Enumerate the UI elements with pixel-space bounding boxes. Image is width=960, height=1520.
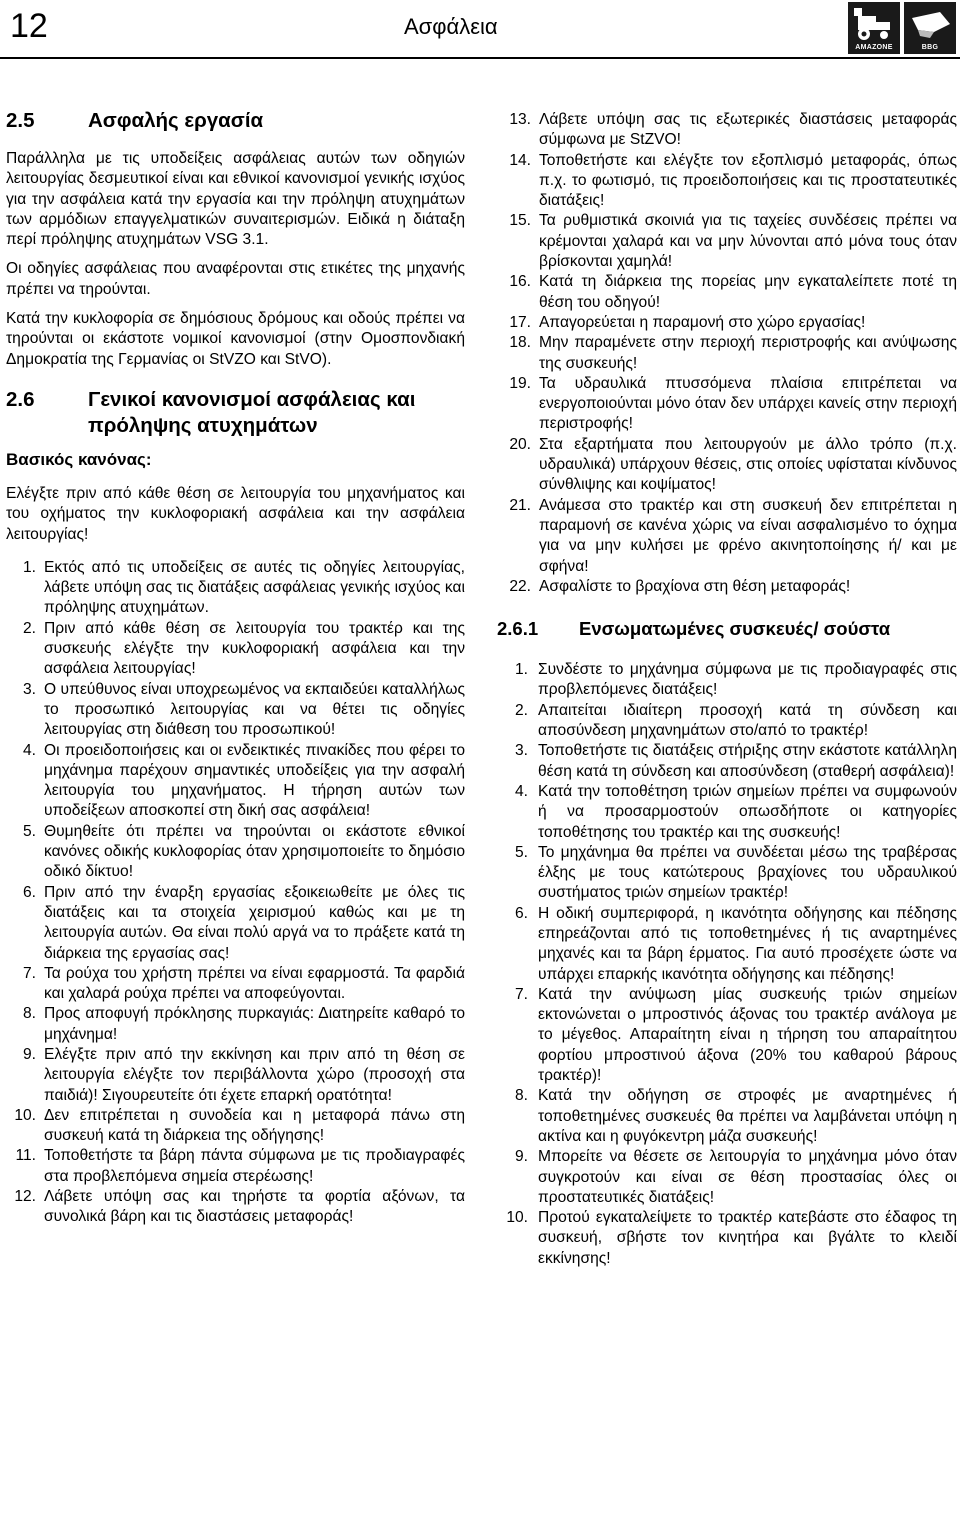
bbg-logo-text: BBG (921, 44, 939, 51)
mounted-devices-list (497, 660, 957, 1269)
list-item: 8. Κατά την οδήγηση σε στροφές με αναρτημένες ή τοποθετημένες συσκευές θα πρέπει να λαμβάνεται υπόψη η ακτίνα και η φυγόκεντρη μάζα συσκευής! (514, 1087, 957, 1145)
section-title: Ασφαλής εργασία (88, 109, 264, 132)
list-item: 12. Λάβετε υπόψη σας και τηρήστε τα φορτία αξόνων, τα συνολικά βάρη και τις διαστάσεις μεταφοράς! (14, 1188, 465, 1226)
section-title-line: πρόληψης ατυχημάτων (88, 413, 318, 437)
list-item: 3. Τοποθετήστε τις διατάξεις στήριξης στην εκάστοτε κατάλληλη θέση κατά τη σύνδεση και αποσύνδεση (σταθερή ασφάλεια)! (514, 742, 957, 780)
right-column (497, 110, 957, 1269)
list-item: 5. Το μηχάνημα θα πρέπει να συνδέεται μέσω της τραβέρσας έλξης με τους κατώτερους βραχίονες του υδραυλικού συστήματος τριών σημείων τρακτέρ! (514, 843, 957, 902)
section-2-6-heading (6, 387, 465, 439)
list-item: 3. Ο υπεύθυνος είναι υποχρεωμένος να εκπαιδεύει καταλλήλως το προσωπικό λειτουργίας και να θέτει τις οδηγίες λειτουργίας στη διάθεση του προσωπικού! (22, 680, 465, 739)
list-item: 13. Λάβετε υπόψη σας τις εξωτερικές διαστάσεις μεταφοράς σύμφωνα με StZVO! (509, 111, 957, 149)
list-item: 9. Ελέγξτε πριν από την εκκίνηση και πριν από τη θέση σε λειτουργία ελέγξτε τον περιβάλλοντα χώρο (προσοχή στα παιδιά)! Σιγουρευτείτε ότι έχετε επαρκή ορατότητα! (22, 1045, 465, 1104)
list-item: 20. Στα εξαρτήματα που λειτουργούν με άλλο τρόπο (π.χ. υδραυλικά) υπάρχουν θέσεις, στις οποίες υφίσταται κίνδυνος σύνθλιψης και κοψίματος! (509, 435, 957, 494)
list-item: 4. Κατά την τοποθέτηση τριών σημείων πρέπει να συμφωνούν ή να προσαρμοστούν οπωσδήποτε οι κατηγορίες τοποθέτησης του τρακτέρ και της συσκευής! (514, 782, 957, 841)
list-item: 10. Προτού εγκαταλείψετε το τρακτέρ κατεβάστε στο έδαφος τη συσκευή, σβήστε τον κινητήρα και βγάλτε το κλειδί εκκίνησης! (506, 1209, 957, 1267)
list-item: 10. Δεν επιτρέπεται η συνοδεία και η μεταφορά πάνω στη συσκευή κατά τη διάρκεια της οδήγησης! (14, 1106, 465, 1145)
list-item: 2. Απαιτείται ιδιαίτερη προσοχή κατά τη σύνδεση και αποσύνδεση μηχανημάτων στο/από το τρακτέρ! (514, 701, 957, 740)
list-item: 17. Απαγορεύεται η παραμονή στο χώρο εργασίας! (509, 313, 866, 331)
header-divider (0, 57, 960, 59)
section-number: 2.6 (6, 387, 35, 411)
list-item: 14. Τοποθετήστε και ελέγξτε τον εξοπλισμό μεταφοράς, όπως π.χ. το φωτισμό, τις προειδοποιήσεις και τις προστατευτικές διατάξεις! (509, 151, 957, 210)
list-item: 1. Εκτός από τις υποδείξεις σε αυτές τις οδηγίες λειτουργίας, λάβετε υπόψη σας τις διατάξεις ασφάλειας γενικής ισχύος και πρόληψης ατυχημάτων. (22, 558, 465, 617)
list-item: 6. Η οδική συμπεριφορά, η ικανότητα οδήγησης και πέδησης επηρεάζονται από τις τοποθετημένες ή τις αναρτημένες μηχανές και τα βάρη έρματος. Για αυτό προσέχετε ώστε να υπάρχει επαρκής ικανότητα οδήγησης και πέδησης! (514, 904, 957, 983)
amazone-logo (848, 2, 900, 54)
paragraph: Ελέγξτε πριν από κάθε θέση σε λειτουργία του μηχανήματος και του οχήματος την κυκλοφοριακή ασφάλεια και την ασφάλεια λειτουργίας! (6, 484, 465, 543)
list-item: 15. Τα ρυθμιστικά σκοινιά για τις ταχείες συνδέσεις πρέπει να κρέμονται χαλαρά και να μην λύνονται από μόνα τους όταν βρίσκονται χαμηλά! (509, 212, 957, 271)
basic-rule-label: Βασικός κανόνας: (6, 449, 152, 469)
page-header (0, 0, 960, 56)
list-item: 11. Τοποθετήστε τα βάρη πάντα σύμφωνα με τις προδιαγραφές στα προβλεπόμενα σημεία στερέωσης! (15, 1147, 465, 1185)
safety-rules-list (6, 558, 465, 1228)
list-item: 18. Μην παραμένετε στην περιοχή περιστροφής και ανύψωσης της συσκευής! (509, 334, 957, 372)
list-item: 7. Κατά την ανύψωση μίας συσκευής τριών σημείων εκτονώνεται ο μπροστινός άξονας του τρακτέρ ανάλογα με το μέγεθος. Απαραίτητη είναι η τήρηση του απαραίτητου φορτίου μπροστινού άξονα (20% του καθαρού βάρους τρακτέρ)! (514, 985, 957, 1085)
list-item: 1. Συνδέστε το μηχάνημα σύμφωνα με τις προδιαγραφές στις προβλεπόμενες διατάξεις! (514, 661, 957, 699)
header-logos (848, 2, 956, 54)
paragraph: Οι οδηγίες ασφάλειας που αναφέρονται στις ετικέτες της μηχανής πρέπει να τηρούνται. (6, 260, 465, 298)
section-number: 2.6.1 (497, 618, 539, 640)
list-item: 21. Ανάμεσα στο τρακτέρ και στη συσκευή δεν επιτρέπεται η παραμονή σε κανένα χώρις να είναι ασφαλισμένο το όχημα για να μην κυλήσει με φρένο ακινητοποίησης ή/ και με σφήνα! (509, 496, 957, 575)
safety-rules-list-continued (497, 110, 957, 597)
header-title: Ασφάλεια (404, 14, 498, 39)
list-item: 22. Ασφαλίστε το βραχίονα στη θέση μεταφοράς! (509, 577, 851, 595)
list-item: 19. Τα υδραυλικά πτυσσόμενα πλαίσια επιτρέπεται να ενεργοποιούνται μόνο όταν δεν υπάρχει κανείς στην περιοχή περιστροφής! (509, 374, 957, 433)
bbg-logo (904, 2, 956, 54)
list-item: 16. Κατά τη διάρκεια της πορείας μην εγκαταλείπετε ποτέ τη θέση του οδηγού! (509, 273, 957, 311)
list-item: 4. Οι προειδοποιήσεις και οι ενδεικτικές πινακίδες που φέρει το μηχάνημα παρέχουν σημαντικές υποδείξεις για την ασφαλή λειτουργία του μηχανήματος. Η τήρηση αυτών των υποδείξεων αποσκοπεί στη δική σας ασφάλεια! (22, 741, 465, 820)
amazone-logo-text: AMAZONE (855, 44, 893, 51)
list-item: 7. Τα ρούχα του χρήστη πρέπει να είναι εφαρμοστά. Τα φαρδιά και χαλαρά ρούχα πρέπει να αποφεύγονται. (22, 964, 465, 1003)
list-item: 9. Μπορείτε να θέσετε σε λειτουργία το μηχάνημα μόνο όταν συγκροτούν και είναι σε θέση προστασίας όλες οι προστατευτικές διατάξεις! (514, 1148, 957, 1206)
section-2-5-heading (6, 108, 465, 138)
section-title-line: Γενικοί κανονισμοί ασφάλειας και (88, 387, 416, 411)
section-2-6-1-heading (497, 617, 957, 641)
list-item: 6. Πριν από την έναρξη εργασίας εξοικειωθείτε με όλες τις διατάξεις και τα στοιχεία χειρισμού καθώς και με τη λειτουργία αυτών. Θα είναι πολύ αργά να το πράξετε κατά τη διάρκεια της εργασίας σας! (22, 883, 465, 962)
section-title: Ενσωματωμένες συσκευές/ σούστα (579, 618, 891, 640)
list-item: 5. Θυμηθείτε ότι πρέπει να τηρούνται οι εκάστοτε εθνικοί κανόνες οδικής κυκλοφορίας όταν χρησιμοποιείτε το δημόσιο οδικό δίκτυο! (22, 822, 465, 881)
page-number: 12 (10, 7, 48, 45)
list-item: 8. Προς αποφυγή πρόκλησης πυρκαγιάς: Διατηρείτε καθαρό το μηχάνημα! (22, 1005, 465, 1043)
left-column (6, 108, 465, 1228)
section-number: 2.5 (6, 109, 35, 132)
paragraph: Κατά την κυκλοφορία σε δημόσιους δρόμους και οδούς πρέπει να τηρούνται οι εκάστοτε νομικοί κανονισμοί (στην Ομοσπονδιακή Δημοκρατία της Γερμανίας οι StVZO και StVO). (6, 310, 465, 368)
list-item: 2. Πριν από κάθε θέση σε λειτουργία του τρακτέρ και της συσκευής ελέγξτε την κυκλοφοριακή ασφάλεια και την ασφάλεια λειτουργίας! (22, 619, 465, 678)
paragraph: Παράλληλα με τις υποδείξεις ασφάλειας αυτών των οδηγιών λειτουργίας δεσμευτικοί είναι και εθνικοί κανονισμοί γενικής ισχύος για την ασφάλεια κατά την εργασία και την πρόληψη ατυχημάτων των αρμόδιων επαγγελματικών συναιτερισμών. Ειδικά η διάταξη περί πρόληψης ατυχημάτων VSG 3.1. (6, 150, 465, 249)
